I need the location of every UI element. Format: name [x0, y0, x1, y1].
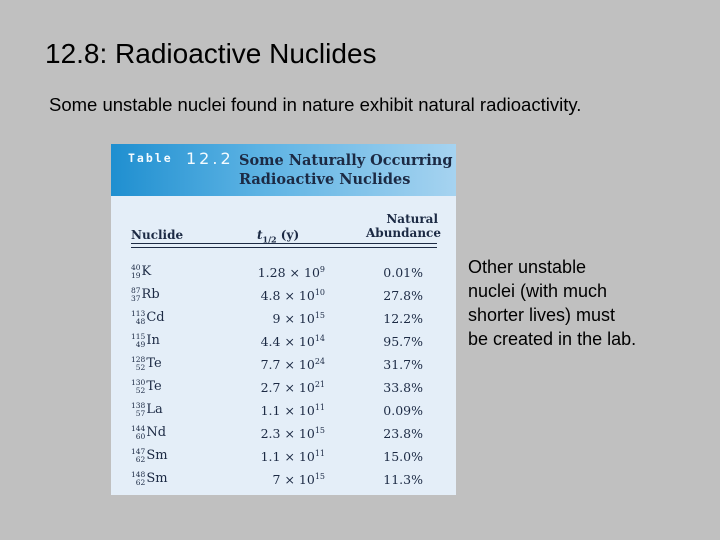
- nuclide-cell: [131, 332, 160, 348]
- element-symbol: Sm: [146, 471, 168, 486]
- slide-title: 12.8: Radioactive Nuclides: [45, 38, 377, 69]
- element-symbol: In: [146, 333, 160, 348]
- atomic-number: 52: [135, 385, 146, 395]
- element-symbol: Nd: [146, 425, 167, 440]
- nuclide-cell: [131, 286, 160, 302]
- slide-subtitle: Some unstable nuclei found in nature exhibit natural radioactivity.: [49, 94, 582, 115]
- isotope-numbers: [131, 333, 145, 348]
- mass-number: 113: [131, 309, 146, 318]
- half-life-mantissa: 2.7 × 10: [260, 380, 315, 396]
- half-life-cell: [211, 449, 325, 464]
- table-caption-line1: Some Naturally Occurring: [239, 152, 453, 169]
- element-symbol: Cd: [146, 310, 165, 325]
- atomic-number: 60: [135, 431, 146, 441]
- table-row: [111, 261, 456, 284]
- header-rule-bottom: [131, 247, 437, 248]
- table-body: [111, 261, 456, 491]
- half-life-exponent: 10: [314, 288, 325, 297]
- table-row: [111, 353, 456, 376]
- mass-number: 138: [131, 401, 146, 410]
- abundance-header-line1: Natural: [386, 212, 438, 226]
- nuclide-cell: [131, 470, 168, 486]
- half-life-unit: (y): [276, 228, 300, 242]
- half-life-cell: [211, 334, 325, 349]
- mass-number: 115: [131, 332, 146, 341]
- half-life-exponent: 15: [314, 426, 325, 435]
- mass-number: 130: [131, 378, 146, 387]
- mass-number: 128: [131, 355, 146, 364]
- column-header-nuclide: Nuclide: [131, 228, 184, 242]
- atomic-number: 57: [135, 408, 146, 418]
- nuclide-cell: [131, 447, 168, 463]
- half-life-exponent: 9: [319, 265, 325, 274]
- half-life-mantissa: 7 × 10: [272, 472, 315, 488]
- element-symbol: K: [141, 264, 152, 279]
- radioactive-nuclides-table: [111, 144, 456, 495]
- table-row: [111, 284, 456, 307]
- atomic-number: 49: [135, 339, 146, 349]
- side-note: Other unstable nuclei (with much shorter lives) must be created in the lab.: [468, 257, 637, 349]
- half-life-cell: [211, 288, 325, 303]
- nuclide-cell: [131, 355, 162, 371]
- abundance-cell: 0.09%: [383, 403, 423, 418]
- half-life-exponent: 24: [314, 357, 325, 366]
- half-life-exponent: 11: [314, 449, 325, 458]
- isotope-numbers: [131, 287, 141, 302]
- half-life-mantissa: 1.1 × 10: [260, 403, 315, 419]
- nuclide-cell: [131, 309, 165, 325]
- abundance-header-line2: Abundance: [366, 226, 441, 240]
- table-number: 12.2: [186, 149, 234, 168]
- half-life-subscript: 1/2: [262, 234, 277, 245]
- half-life-mantissa: 1.1 × 10: [260, 449, 315, 465]
- half-life-cell: [211, 265, 325, 280]
- half-life-exponent: 15: [314, 472, 325, 481]
- half-life-mantissa: 7.7 × 10: [260, 357, 315, 373]
- half-life-exponent: 11: [314, 403, 325, 412]
- atomic-number: 48: [135, 316, 146, 326]
- mass-number: 144: [131, 424, 146, 433]
- table-row: [111, 399, 456, 422]
- atomic-number: 19: [131, 270, 141, 280]
- half-life-cell: [211, 311, 325, 326]
- mass-number: 40: [131, 263, 141, 272]
- half-life-symbol: t: [257, 228, 263, 242]
- table-row: [111, 330, 456, 353]
- isotope-numbers: [131, 448, 145, 463]
- isotope-numbers: [131, 402, 145, 417]
- abundance-cell: 12.2%: [383, 311, 423, 326]
- element-symbol: Te: [146, 379, 162, 394]
- half-life-cell: [211, 357, 325, 372]
- nuclide-cell: [131, 401, 163, 417]
- atomic-number: 62: [135, 477, 146, 487]
- half-life-mantissa: 1.28 × 10: [257, 265, 320, 281]
- header-rule-top: [131, 243, 437, 244]
- table-caption: [239, 151, 452, 189]
- half-life-mantissa: 4.4 × 10: [260, 334, 315, 350]
- half-life-mantissa: 4.8 × 10: [260, 288, 315, 304]
- abundance-cell: 11.3%: [383, 472, 423, 487]
- table-row: [111, 468, 456, 491]
- column-header-abundance: [366, 212, 441, 240]
- abundance-cell: 15.0%: [383, 449, 423, 464]
- table-row: [111, 445, 456, 468]
- isotope-numbers: [131, 310, 145, 325]
- table-label: Table: [128, 151, 173, 165]
- half-life-exponent: 21: [314, 380, 325, 389]
- nuclide-cell: [131, 424, 166, 440]
- isotope-numbers: [131, 425, 145, 440]
- abundance-cell: 95.7%: [383, 334, 423, 349]
- half-life-cell: [211, 403, 325, 418]
- atomic-number: 62: [135, 454, 146, 464]
- atomic-number: 52: [135, 362, 146, 372]
- table-caption-line2: Radioactive Nuclides: [239, 171, 411, 188]
- half-life-cell: [211, 472, 325, 487]
- half-life-exponent: 15: [314, 311, 325, 320]
- half-life-mantissa: 9 × 10: [272, 311, 315, 327]
- table-header-banner: [111, 144, 456, 196]
- abundance-cell: 31.7%: [383, 357, 423, 372]
- nuclide-cell: [131, 263, 151, 279]
- half-life-cell: [211, 380, 325, 395]
- atomic-number: 37: [131, 293, 141, 303]
- abundance-cell: 27.8%: [383, 288, 423, 303]
- mass-number: 87: [131, 286, 141, 295]
- table-row: [111, 307, 456, 330]
- element-symbol: Rb: [141, 287, 160, 302]
- isotope-numbers: [131, 356, 145, 371]
- half-life-exponent: 14: [314, 334, 325, 343]
- abundance-cell: 33.8%: [383, 380, 423, 395]
- half-life-cell: [211, 426, 325, 441]
- abundance-cell: 0.01%: [383, 265, 423, 280]
- half-life-mantissa: 2.3 × 10: [260, 426, 315, 442]
- element-symbol: La: [146, 402, 163, 417]
- isotope-numbers: [131, 379, 145, 394]
- mass-number: 148: [131, 470, 146, 479]
- isotope-numbers: [131, 471, 145, 486]
- table-row: [111, 376, 456, 399]
- mass-number: 147: [131, 447, 146, 456]
- table-row: [111, 422, 456, 445]
- abundance-cell: 23.8%: [383, 426, 423, 441]
- element-symbol: Sm: [146, 448, 168, 463]
- element-symbol: Te: [146, 356, 162, 371]
- nuclide-cell: [131, 378, 162, 394]
- isotope-numbers: [131, 264, 141, 279]
